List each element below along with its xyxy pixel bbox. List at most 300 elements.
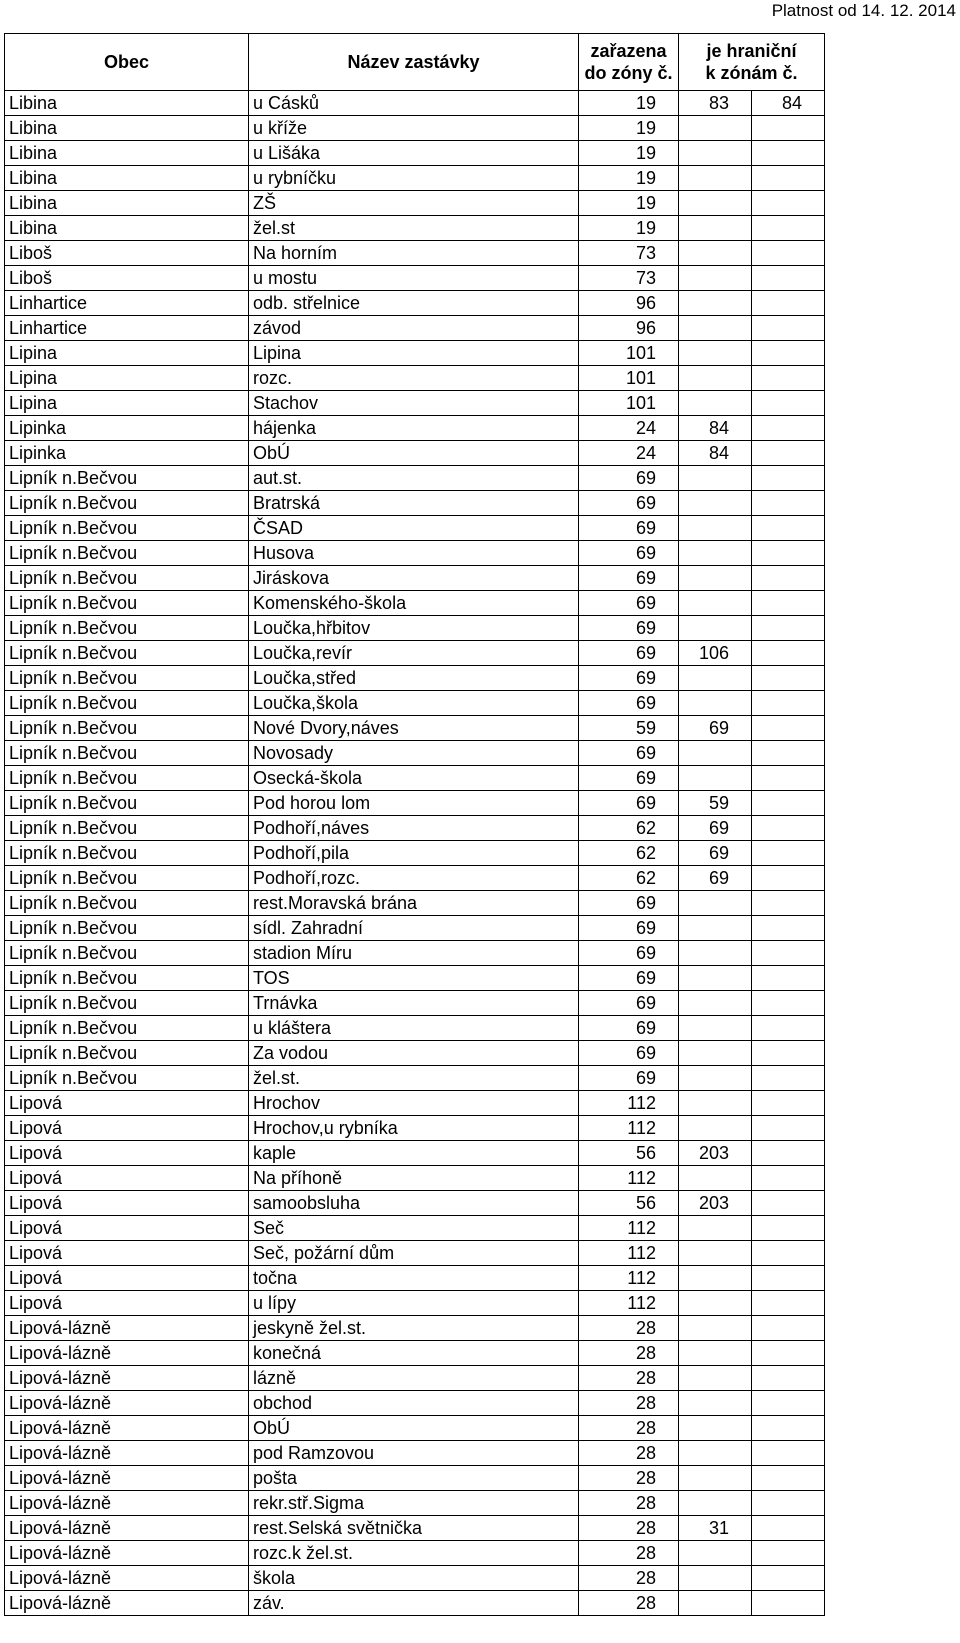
cell-zone: 62 <box>579 816 679 841</box>
cell-obec: Lipník n.Bečvou <box>5 966 249 991</box>
cell-stop-name: Lipina <box>249 341 579 366</box>
cell-border-zone-2 <box>752 916 825 941</box>
cell-obec: Lipník n.Bečvou <box>5 866 249 891</box>
cell-border-zone-2 <box>752 1516 825 1541</box>
cell-zone: 28 <box>579 1566 679 1591</box>
table-row <box>5 966 825 991</box>
cell-border-zone-1 <box>679 916 752 941</box>
cell-border-zone-2 <box>752 966 825 991</box>
column-header-border-zones <box>679 34 825 91</box>
cell-stop-name: ČSAD <box>249 516 579 541</box>
cell-border-zone-1 <box>679 1541 752 1566</box>
cell-zone: 28 <box>579 1341 679 1366</box>
cell-stop-name: Stachov <box>249 391 579 416</box>
cell-border-zone-2 <box>752 541 825 566</box>
cell-obec: Lipník n.Bečvou <box>5 1016 249 1041</box>
cell-border-zone-1 <box>679 1341 752 1366</box>
cell-obec: Lipová-lázně <box>5 1366 249 1391</box>
column-header-obec: Obec <box>5 34 249 91</box>
cell-obec: Lipník n.Bečvou <box>5 566 249 591</box>
cell-border-zone-2 <box>752 741 825 766</box>
cell-zone: 69 <box>579 491 679 516</box>
cell-border-zone-1 <box>679 1366 752 1391</box>
cell-stop-name: jeskyně žel.st. <box>249 1316 579 1341</box>
cell-border-zone-2 <box>752 1416 825 1441</box>
cell-zone: 19 <box>579 116 679 141</box>
cell-stop-name: aut.st. <box>249 466 579 491</box>
cell-zone: 112 <box>579 1116 679 1141</box>
cell-border-zone-2 <box>752 591 825 616</box>
cell-zone: 28 <box>579 1316 679 1341</box>
cell-border-zone-2 <box>752 191 825 216</box>
table-row <box>5 1141 825 1166</box>
cell-zone: 28 <box>579 1441 679 1466</box>
cell-stop-name: konečná <box>249 1341 579 1366</box>
cell-zone: 69 <box>579 916 679 941</box>
cell-border-zone-1 <box>679 366 752 391</box>
cell-border-zone-2 <box>752 366 825 391</box>
cell-stop-name: Podhoří,náves <box>249 816 579 841</box>
cell-zone: 69 <box>579 941 679 966</box>
cell-zone: 112 <box>579 1291 679 1316</box>
cell-border-zone-2 <box>752 241 825 266</box>
table-row <box>5 716 825 741</box>
cell-border-zone-2 <box>752 291 825 316</box>
cell-border-zone-1 <box>679 1491 752 1516</box>
table-row <box>5 891 825 916</box>
cell-border-zone-1 <box>679 1116 752 1141</box>
cell-stop-name: u mostu <box>249 266 579 291</box>
cell-obec: Lipová-lázně <box>5 1341 249 1366</box>
cell-obec: Liboš <box>5 266 249 291</box>
cell-border-zone-1 <box>679 566 752 591</box>
table-row <box>5 841 825 866</box>
table-row <box>5 466 825 491</box>
table-row <box>5 1066 825 1091</box>
cell-stop-name: Za vodou <box>249 1041 579 1066</box>
cell-stop-name: pod Ramzovou <box>249 1441 579 1466</box>
cell-stop-name: Trnávka <box>249 991 579 1016</box>
cell-border-zone-1 <box>679 1441 752 1466</box>
table-row <box>5 91 825 116</box>
cell-zone: 101 <box>579 341 679 366</box>
table-row <box>5 1341 825 1366</box>
table-row <box>5 1241 825 1266</box>
cell-obec: Lipník n.Bečvou <box>5 891 249 916</box>
cell-zone: 73 <box>579 266 679 291</box>
cell-border-zone-1: 203 <box>679 1191 752 1216</box>
header-row <box>5 34 825 91</box>
cell-obec: Lipová-lázně <box>5 1591 249 1616</box>
cell-border-zone-2: 84 <box>752 91 825 116</box>
cell-obec: Lipník n.Bečvou <box>5 516 249 541</box>
cell-obec: Lipník n.Bečvou <box>5 616 249 641</box>
cell-border-zone-1 <box>679 766 752 791</box>
cell-zone: 24 <box>579 416 679 441</box>
cell-stop-name: u rybníčku <box>249 166 579 191</box>
cell-zone: 69 <box>579 666 679 691</box>
cell-border-zone-1 <box>679 1566 752 1591</box>
cell-obec: Lipová <box>5 1216 249 1241</box>
cell-border-zone-1 <box>679 1066 752 1091</box>
cell-border-zone-2 <box>752 1291 825 1316</box>
cell-border-zone-1: 106 <box>679 641 752 666</box>
cell-border-zone-2 <box>752 216 825 241</box>
cell-obec: Lipník n.Bečvou <box>5 716 249 741</box>
table-row <box>5 166 825 191</box>
cell-border-zone-1 <box>679 466 752 491</box>
validity-date: Platnost od 14. 12. 2014 <box>771 1 956 20</box>
cell-obec: Lipová-lázně <box>5 1466 249 1491</box>
cell-zone: 69 <box>579 1041 679 1066</box>
cell-border-zone-1 <box>679 741 752 766</box>
cell-border-zone-2 <box>752 1366 825 1391</box>
cell-zone: 69 <box>579 516 679 541</box>
table-row <box>5 191 825 216</box>
cell-obec: Lipník n.Bečvou <box>5 991 249 1016</box>
cell-border-zone-2 <box>752 1466 825 1491</box>
cell-border-zone-1 <box>679 1016 752 1041</box>
cell-border-zone-1 <box>679 1466 752 1491</box>
table-row <box>5 241 825 266</box>
cell-border-zone-1: 83 <box>679 91 752 116</box>
cell-border-zone-2 <box>752 441 825 466</box>
cell-stop-name: ObÚ <box>249 441 579 466</box>
cell-border-zone-1: 69 <box>679 816 752 841</box>
cell-border-zone-2 <box>752 841 825 866</box>
cell-border-zone-2 <box>752 1591 825 1616</box>
table-row <box>5 941 825 966</box>
cell-obec: Lipník n.Bečvou <box>5 591 249 616</box>
cell-border-zone-1: 69 <box>679 841 752 866</box>
table-row <box>5 366 825 391</box>
table-row <box>5 341 825 366</box>
table-row <box>5 641 825 666</box>
cell-stop-name: Loučka,hřbitov <box>249 616 579 641</box>
cell-zone: 69 <box>579 1066 679 1091</box>
table-row <box>5 1316 825 1341</box>
table-row <box>5 791 825 816</box>
cell-stop-name: točna <box>249 1266 579 1291</box>
cell-zone: 96 <box>579 316 679 341</box>
cell-obec: Liboš <box>5 241 249 266</box>
cell-zone: 69 <box>579 791 679 816</box>
column-header-border-line2: k zónám č. <box>705 63 798 83</box>
cell-stop-name: stadion Míru <box>249 941 579 966</box>
cell-stop-name: rozc. <box>249 366 579 391</box>
cell-obec: Lipová-lázně <box>5 1441 249 1466</box>
cell-border-zone-2 <box>752 991 825 1016</box>
cell-zone: 69 <box>579 966 679 991</box>
table-row <box>5 291 825 316</box>
cell-zone: 19 <box>579 216 679 241</box>
table-row <box>5 591 825 616</box>
cell-stop-name: samoobsluha <box>249 1191 579 1216</box>
cell-obec: Lipník n.Bečvou <box>5 841 249 866</box>
cell-border-zone-2 <box>752 891 825 916</box>
cell-obec: Lipová-lázně <box>5 1316 249 1341</box>
cell-obec: Lipina <box>5 366 249 391</box>
cell-obec: Lipová <box>5 1091 249 1116</box>
table-row <box>5 141 825 166</box>
cell-zone: 69 <box>579 766 679 791</box>
table-row <box>5 216 825 241</box>
cell-border-zone-2 <box>752 466 825 491</box>
cell-border-zone-1 <box>679 1591 752 1616</box>
cell-border-zone-2 <box>752 1541 825 1566</box>
cell-stop-name: Seč <box>249 1216 579 1241</box>
table-row <box>5 416 825 441</box>
cell-zone: 28 <box>579 1466 679 1491</box>
cell-zone: 73 <box>579 241 679 266</box>
cell-stop-name: rekr.stř.Sigma <box>249 1491 579 1516</box>
cell-stop-name: pošta <box>249 1466 579 1491</box>
cell-stop-name: škola <box>249 1566 579 1591</box>
cell-border-zone-1: 69 <box>679 716 752 741</box>
cell-stop-name: lázně <box>249 1366 579 1391</box>
cell-zone: 28 <box>579 1516 679 1541</box>
cell-zone: 69 <box>579 1016 679 1041</box>
cell-obec: Libina <box>5 166 249 191</box>
table-row <box>5 666 825 691</box>
cell-border-zone-1: 84 <box>679 416 752 441</box>
cell-border-zone-2 <box>752 266 825 291</box>
cell-stop-name: obchod <box>249 1391 579 1416</box>
cell-obec: Lipinka <box>5 441 249 466</box>
cell-border-zone-1 <box>679 491 752 516</box>
cell-stop-name: TOS <box>249 966 579 991</box>
cell-zone: 69 <box>579 741 679 766</box>
cell-obec: Lipník n.Bečvou <box>5 941 249 966</box>
table-row <box>5 1266 825 1291</box>
cell-obec: Lipník n.Bečvou <box>5 766 249 791</box>
cell-stop-name: Na příhoně <box>249 1166 579 1191</box>
cell-stop-name: žel.st. <box>249 1066 579 1091</box>
table-row <box>5 566 825 591</box>
cell-obec: Libina <box>5 216 249 241</box>
cell-border-zone-2 <box>752 816 825 841</box>
cell-stop-name: u Lišáka <box>249 141 579 166</box>
cell-border-zone-2 <box>752 1141 825 1166</box>
cell-border-zone-1 <box>679 991 752 1016</box>
table-row <box>5 1291 825 1316</box>
cell-border-zone-2 <box>752 1216 825 1241</box>
column-header-zone-line1: zařazena <box>590 41 667 61</box>
cell-obec: Lipník n.Bečvou <box>5 1041 249 1066</box>
cell-border-zone-2 <box>752 1341 825 1366</box>
cell-stop-name: Pod horou lom <box>249 791 579 816</box>
cell-obec: Lipová-lázně <box>5 1491 249 1516</box>
cell-obec: Lipník n.Bečvou <box>5 641 249 666</box>
cell-border-zone-1: 69 <box>679 866 752 891</box>
cell-zone: 28 <box>579 1366 679 1391</box>
cell-zone: 59 <box>579 716 679 741</box>
table-row <box>5 1091 825 1116</box>
column-header-border-line1: je hraniční <box>706 41 797 61</box>
cell-border-zone-1 <box>679 1291 752 1316</box>
cell-border-zone-1 <box>679 1391 752 1416</box>
table-row <box>5 1516 825 1541</box>
cell-stop-name: Loučka,škola <box>249 691 579 716</box>
table-row <box>5 391 825 416</box>
cell-border-zone-1 <box>679 541 752 566</box>
cell-stop-name: závod <box>249 316 579 341</box>
table-row <box>5 1591 825 1616</box>
cell-border-zone-1 <box>679 141 752 166</box>
cell-border-zone-2 <box>752 1566 825 1591</box>
table-row <box>5 1166 825 1191</box>
cell-obec: Libina <box>5 91 249 116</box>
cell-obec: Libina <box>5 116 249 141</box>
cell-border-zone-2 <box>752 616 825 641</box>
table-row <box>5 1016 825 1041</box>
cell-stop-name: hájenka <box>249 416 579 441</box>
cell-border-zone-2 <box>752 391 825 416</box>
cell-stop-name: Novosady <box>249 741 579 766</box>
cell-zone: 19 <box>579 91 679 116</box>
cell-border-zone-1 <box>679 1166 752 1191</box>
table-row <box>5 1391 825 1416</box>
table-row <box>5 491 825 516</box>
cell-stop-name: u kláštera <box>249 1016 579 1041</box>
cell-obec: Lipník n.Bečvou <box>5 916 249 941</box>
cell-zone: 24 <box>579 441 679 466</box>
cell-border-zone-1 <box>679 666 752 691</box>
cell-stop-name: u lípy <box>249 1291 579 1316</box>
cell-stop-name: u Cásků <box>249 91 579 116</box>
cell-zone: 69 <box>579 691 679 716</box>
table-row <box>5 1041 825 1066</box>
cell-zone: 101 <box>579 391 679 416</box>
cell-zone: 69 <box>579 641 679 666</box>
table-row <box>5 741 825 766</box>
cell-stop-name: Hrochov <box>249 1091 579 1116</box>
cell-zone: 62 <box>579 866 679 891</box>
cell-border-zone-2 <box>752 791 825 816</box>
cell-zone: 112 <box>579 1091 679 1116</box>
table-row <box>5 441 825 466</box>
cell-zone: 62 <box>579 841 679 866</box>
cell-border-zone-1 <box>679 516 752 541</box>
cell-border-zone-2 <box>752 566 825 591</box>
cell-border-zone-2 <box>752 716 825 741</box>
cell-obec: Lipník n.Bečvou <box>5 741 249 766</box>
cell-border-zone-2 <box>752 1116 825 1141</box>
table-row <box>5 1466 825 1491</box>
cell-obec: Lipník n.Bečvou <box>5 666 249 691</box>
cell-border-zone-1 <box>679 1416 752 1441</box>
cell-border-zone-2 <box>752 1316 825 1341</box>
table-row <box>5 1191 825 1216</box>
cell-border-zone-2 <box>752 1266 825 1291</box>
cell-border-zone-1 <box>679 1091 752 1116</box>
cell-zone: 69 <box>579 466 679 491</box>
cell-obec: Lipová <box>5 1141 249 1166</box>
cell-border-zone-1 <box>679 966 752 991</box>
cell-border-zone-2 <box>752 691 825 716</box>
table-row <box>5 1416 825 1441</box>
cell-obec: Lipina <box>5 391 249 416</box>
cell-border-zone-2 <box>752 491 825 516</box>
cell-border-zone-1 <box>679 891 752 916</box>
cell-stop-name: záv. <box>249 1591 579 1616</box>
table-body <box>5 91 825 1616</box>
cell-zone: 112 <box>579 1216 679 1241</box>
cell-zone: 69 <box>579 991 679 1016</box>
cell-border-zone-1 <box>679 266 752 291</box>
cell-stop-name: Jiráskova <box>249 566 579 591</box>
table-row <box>5 816 825 841</box>
cell-zone: 19 <box>579 141 679 166</box>
cell-obec: Lipová-lázně <box>5 1416 249 1441</box>
cell-obec: Lipina <box>5 341 249 366</box>
cell-border-zone-2 <box>752 941 825 966</box>
cell-obec: Lipník n.Bečvou <box>5 1066 249 1091</box>
cell-border-zone-1 <box>679 1241 752 1266</box>
table-row <box>5 1216 825 1241</box>
table-row <box>5 1366 825 1391</box>
cell-zone: 19 <box>579 191 679 216</box>
table-row <box>5 691 825 716</box>
cell-border-zone-2 <box>752 416 825 441</box>
cell-obec: Lipová-lázně <box>5 1566 249 1591</box>
table-row <box>5 866 825 891</box>
cell-zone: 69 <box>579 541 679 566</box>
cell-border-zone-1 <box>679 291 752 316</box>
cell-border-zone-2 <box>752 1391 825 1416</box>
cell-border-zone-1 <box>679 116 752 141</box>
cell-border-zone-2 <box>752 1091 825 1116</box>
cell-obec: Lipník n.Bečvou <box>5 791 249 816</box>
cell-border-zone-2 <box>752 866 825 891</box>
cell-border-zone-2 <box>752 1066 825 1091</box>
cell-obec: Libina <box>5 191 249 216</box>
cell-stop-name: Komenského-škola <box>249 591 579 616</box>
cell-border-zone-1 <box>679 241 752 266</box>
cell-border-zone-2 <box>752 1041 825 1066</box>
cell-border-zone-2 <box>752 1016 825 1041</box>
cell-border-zone-2 <box>752 316 825 341</box>
cell-border-zone-1: 31 <box>679 1516 752 1541</box>
cell-stop-name: Nové Dvory,náves <box>249 716 579 741</box>
cell-stop-name: Na horním <box>249 241 579 266</box>
cell-border-zone-1: 59 <box>679 791 752 816</box>
table-row <box>5 1441 825 1466</box>
table-row <box>5 766 825 791</box>
column-header-stop-name: Název zastávky <box>249 34 579 91</box>
cell-border-zone-1 <box>679 691 752 716</box>
cell-border-zone-2 <box>752 141 825 166</box>
cell-stop-name: Osecká-škola <box>249 766 579 791</box>
cell-border-zone-1 <box>679 316 752 341</box>
cell-border-zone-2 <box>752 766 825 791</box>
cell-border-zone-1 <box>679 616 752 641</box>
cell-obec: Lipník n.Bečvou <box>5 491 249 516</box>
table-row <box>5 541 825 566</box>
cell-stop-name: Loučka,střed <box>249 666 579 691</box>
cell-obec: Linhartice <box>5 291 249 316</box>
cell-border-zone-2 <box>752 1441 825 1466</box>
cell-stop-name: ZŠ <box>249 191 579 216</box>
cell-border-zone-2 <box>752 1191 825 1216</box>
cell-obec: Lipník n.Bečvou <box>5 541 249 566</box>
table-row <box>5 1541 825 1566</box>
cell-border-zone-2 <box>752 1241 825 1266</box>
table-header <box>5 34 825 91</box>
cell-border-zone-2 <box>752 1491 825 1516</box>
table-row <box>5 916 825 941</box>
cell-border-zone-1 <box>679 1216 752 1241</box>
